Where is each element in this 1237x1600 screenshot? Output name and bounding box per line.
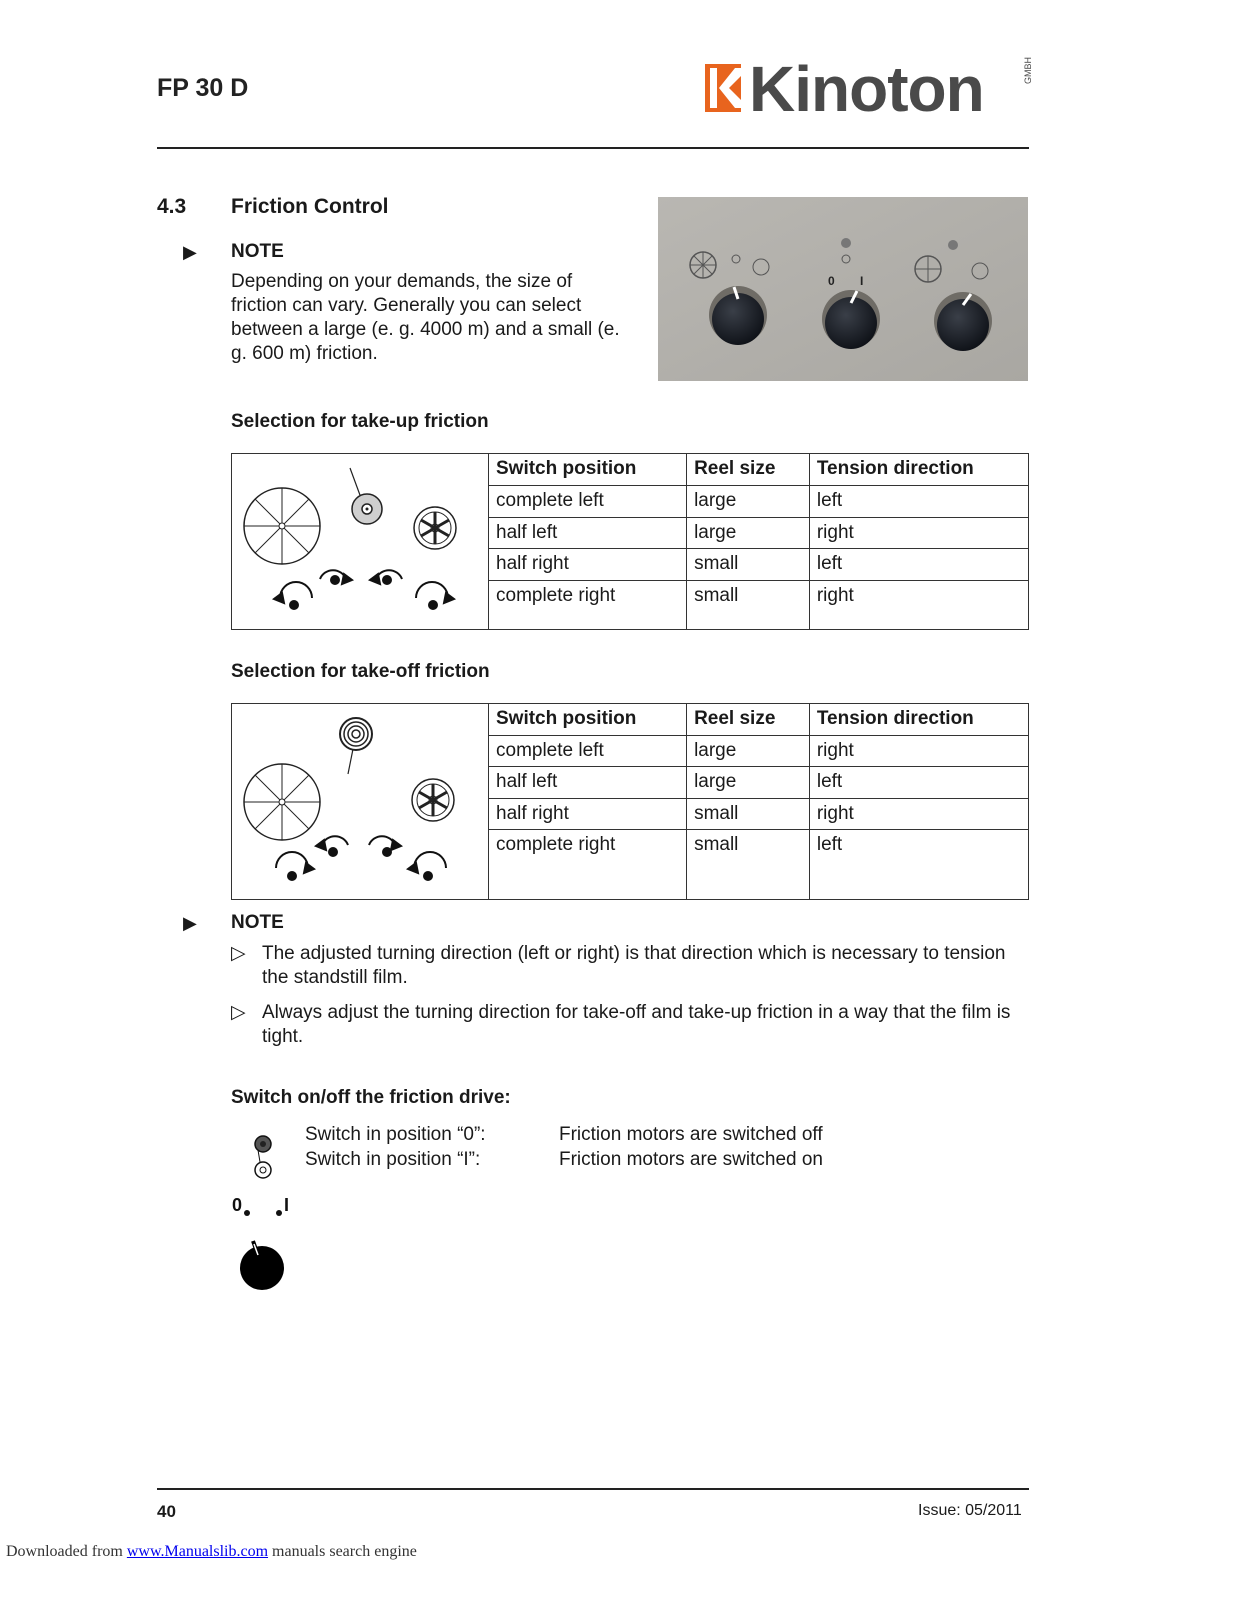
takeup-table <box>231 453 1029 630</box>
switch-position-cell: half right <box>489 549 687 581</box>
switch-position-cell: complete left <box>489 485 687 517</box>
tension-direction-cell: left <box>809 767 1028 799</box>
footer-rule <box>157 1488 1029 1490</box>
takeup-diagram <box>232 454 488 620</box>
small-reel-icon <box>412 779 454 821</box>
switch-position-cell: half left <box>489 767 687 799</box>
switch-position-cell: complete right <box>489 581 687 630</box>
switch-position-cell: half left <box>489 517 687 549</box>
manualslib-link[interactable]: www.Manualslib.com <box>126 1543 269 1560</box>
bullet-text: The adjusted turning direction (left or right) is that direction which is necessary to tension the standstill film. <box>262 943 1006 988</box>
brand-suffix: GMBH <box>1023 57 1033 84</box>
switch-position-1-result: Friction motors are switched on <box>559 1149 823 1170</box>
note-arrow-icon: ▶ <box>183 913 197 933</box>
page-number: 40 <box>157 1502 176 1521</box>
tension-direction-cell: right <box>809 517 1028 549</box>
reel-size-cell: large <box>687 735 810 767</box>
rotation-arrows-icon <box>276 836 446 880</box>
takeoff-diagram <box>232 704 488 890</box>
control-panel-photo <box>658 197 1028 381</box>
column-header: Switch position <box>489 454 687 486</box>
switch-label-zero: 0 <box>232 1195 243 1215</box>
note-bullet <box>231 942 1021 992</box>
document-code: FP 30 D <box>157 74 249 102</box>
switch-position-1-label: Switch in position “I”: <box>305 1149 481 1170</box>
column-header: Reel size <box>687 454 810 486</box>
friction-switch-icon <box>228 1128 298 1293</box>
table-header-row <box>232 704 1029 736</box>
large-reel-icon <box>244 488 320 564</box>
reel-size-cell: large <box>687 767 810 799</box>
tension-direction-cell: right <box>809 581 1028 630</box>
rotation-arrows-icon <box>274 570 454 609</box>
takeoff-diagram-cell <box>232 704 489 900</box>
takeoff-table <box>231 703 1029 900</box>
takeup-diagram-cell <box>232 454 489 630</box>
brand-name: Kinoton <box>749 53 984 125</box>
section-number: 4.3 <box>157 195 187 218</box>
section-title: Friction Control <box>231 195 389 218</box>
kinoton-logo <box>705 53 1035 125</box>
switch-label-one: I <box>284 1195 290 1215</box>
takeoff-heading: Selection for take-off friction <box>231 661 490 682</box>
download-footer <box>6 1543 417 1561</box>
switch-position-cell: half right <box>489 798 687 830</box>
column-header: Reel size <box>687 704 810 736</box>
small-reel-icon <box>414 507 456 549</box>
photo-label-zero: 0 <box>828 274 835 288</box>
switch-position-0-result: Friction motors are switched off <box>559 1124 823 1145</box>
download-prefix: Downloaded from <box>6 1543 127 1560</box>
reel-size-cell: large <box>687 517 810 549</box>
column-header: Switch position <box>489 704 687 736</box>
small-spool-icon <box>350 468 382 524</box>
reel-size-cell: small <box>687 830 810 900</box>
bullet-triangle-icon: ▷ <box>231 1002 246 1023</box>
photo-label-one: I <box>860 274 864 288</box>
table-header-row <box>232 454 1029 486</box>
note-bullet <box>231 1001 1021 1051</box>
reel-size-cell: large <box>687 485 810 517</box>
header-rule <box>157 147 1029 149</box>
large-reel-icon <box>244 764 320 840</box>
issue-date: Issue: 05/2011 <box>918 1502 1022 1519</box>
column-header: Tension direction <box>809 704 1028 736</box>
tension-direction-cell: left <box>809 485 1028 517</box>
kinoton-mark-icon <box>705 64 741 112</box>
note-text: Depending on your demands, the size of friction can vary. Generally you can select between a large (e. g. 4000 m) and a small (e. g. 600 m) friction. <box>231 271 620 364</box>
column-header: Tension direction <box>809 454 1028 486</box>
tension-direction-cell: right <box>809 735 1028 767</box>
note-label: NOTE <box>231 912 284 933</box>
switch-position-cell: complete right <box>489 830 687 900</box>
full-spool-icon <box>340 718 372 774</box>
reel-size-cell: small <box>687 798 810 830</box>
takeup-heading: Selection for take-up friction <box>231 411 489 432</box>
switch-heading: Switch on/off the friction drive: <box>231 1087 511 1108</box>
note-arrow-icon: ▶ <box>183 242 197 262</box>
reel-size-cell: small <box>687 581 810 630</box>
reel-size-cell: small <box>687 549 810 581</box>
bullet-triangle-icon: ▷ <box>231 943 246 964</box>
tension-direction-cell: right <box>809 798 1028 830</box>
note-label: NOTE <box>231 241 284 262</box>
download-suffix: manuals search engine <box>268 1543 417 1560</box>
bullet-text: Always adjust the turning direction for take-off and take-up friction in a way that the film is tight. <box>262 1002 1011 1047</box>
tension-direction-cell: left <box>809 549 1028 581</box>
switch-position-cell: complete left <box>489 735 687 767</box>
switch-position-0-label: Switch in position “0”: <box>305 1124 486 1145</box>
tension-direction-cell: left <box>809 830 1028 900</box>
